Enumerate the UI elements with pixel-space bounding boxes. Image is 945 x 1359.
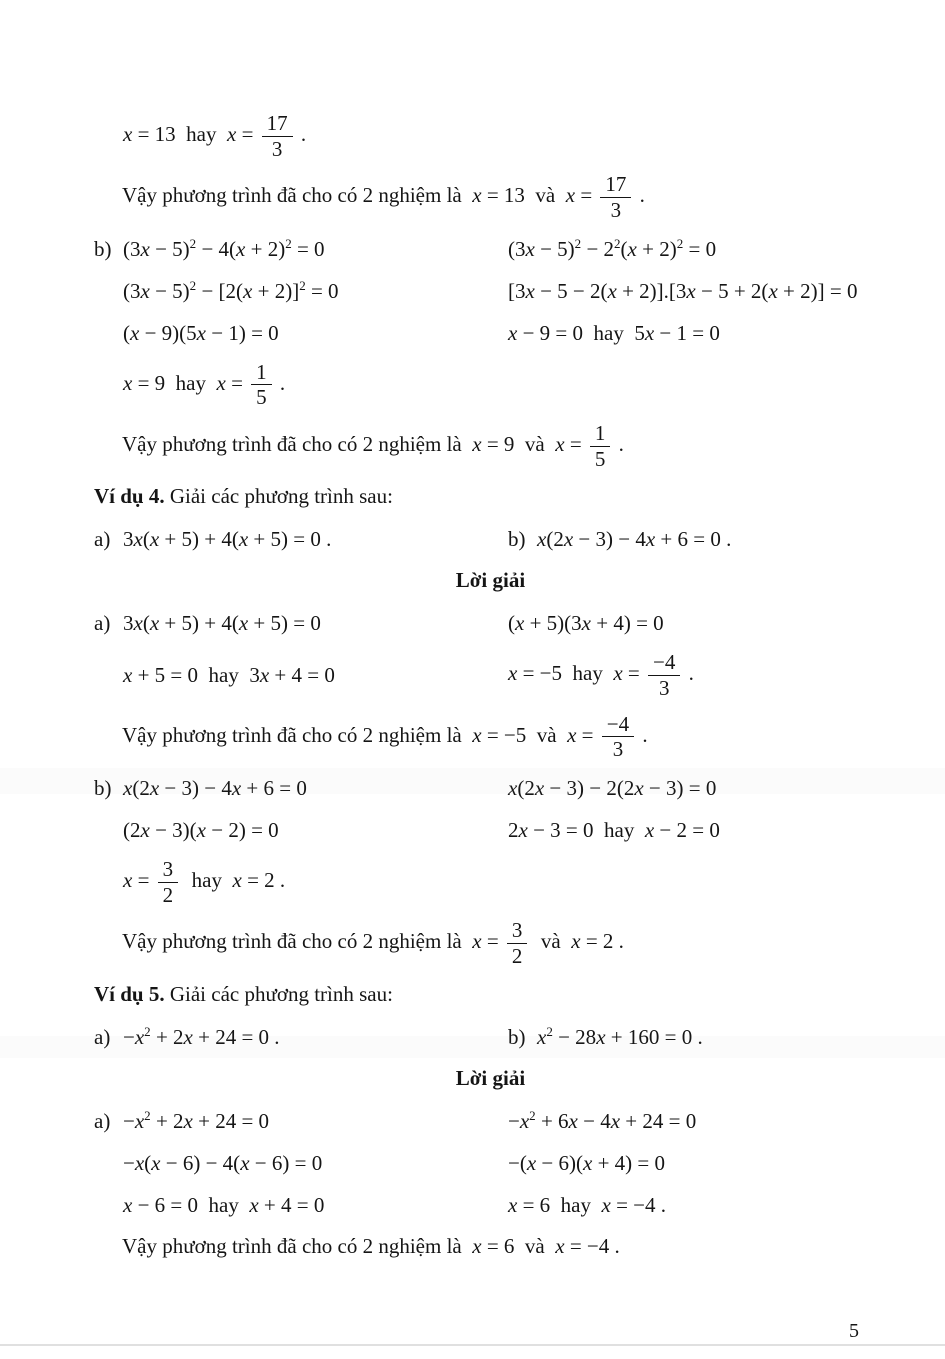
math-variable: x xyxy=(259,663,270,688)
example-heading-rest: Giải các phương trình sau: xyxy=(164,484,393,509)
math-variable: x xyxy=(149,527,160,552)
math-variable: x xyxy=(133,527,143,552)
solution-heading: Lời giải xyxy=(455,568,526,593)
math-variable: x xyxy=(518,818,528,843)
math-variable: x xyxy=(508,776,518,801)
row-two xyxy=(94,816,887,845)
fraction xyxy=(262,112,293,160)
math-expression-right: x − 9 = 0 hay 5x − 1 = 0 xyxy=(508,320,720,345)
math-variable: x xyxy=(627,236,637,261)
math-variable: x xyxy=(183,1108,193,1133)
math-variable: x xyxy=(610,1108,621,1133)
math-variable: x xyxy=(571,929,581,954)
math-variable: x xyxy=(123,776,133,801)
math-variable: x xyxy=(686,278,696,303)
math-variable: x xyxy=(149,776,160,801)
math-variable: x xyxy=(123,868,133,893)
math-variable: x xyxy=(644,818,655,843)
fraction xyxy=(251,361,272,409)
conclusion-text: Vậy phương trình đã cho có 2 nghiệm là x = 6 và x = −4 . xyxy=(122,1233,620,1258)
fraction-denominator: 2 xyxy=(158,882,179,907)
row-heading xyxy=(94,981,887,1010)
math-variable: x xyxy=(472,432,482,457)
row-two xyxy=(94,277,887,306)
superscript: 2 xyxy=(574,235,582,251)
math-variable: x xyxy=(149,611,160,636)
conclusion-text: Vậy phương trình đã cho có 2 nghiệm là x = 9 và x = $\frac{1}{5}$ . xyxy=(122,421,624,471)
fraction-denominator: 3 xyxy=(262,136,293,161)
math-expression-right: [3x − 5 − 2(x + 2)].[3x − 5 + 2(x + 2)] = 0 xyxy=(508,278,858,303)
math-variable: x xyxy=(123,663,133,688)
math-expression-a: 3x(x + 5) + 4(x + 5) = 0 . xyxy=(123,527,332,552)
fraction-denominator: 3 xyxy=(602,736,634,761)
math-variable: x xyxy=(243,278,253,303)
row-para xyxy=(94,713,887,761)
math-variable: x xyxy=(216,370,226,395)
math-expression-left: $(3x - 5)^2 - 4(x + 2)^2 = 0$ xyxy=(123,235,325,261)
math-variable: x xyxy=(583,1150,593,1175)
math-variable: x xyxy=(238,611,249,636)
math-variable: x xyxy=(555,432,565,457)
math-variable: x xyxy=(537,527,547,552)
fraction-numerator: 1 xyxy=(594,421,606,446)
math-variable: x xyxy=(525,236,535,261)
math-variable: x xyxy=(568,1108,578,1133)
math-variable: x xyxy=(645,527,656,552)
superscript: 2 xyxy=(189,277,197,293)
row-items xyxy=(94,525,887,554)
superscript: 2 xyxy=(189,235,197,251)
math-expression-right: (x + 5)(3x + 4) = 0 xyxy=(508,611,664,636)
math-variable: x xyxy=(183,1024,193,1049)
math-variable: x xyxy=(525,278,535,303)
math-expression-left: 3x(x + 5) + 4(x + 5) = 0 xyxy=(123,611,321,636)
math-expression-right: −(x − 6)(x + 4) = 0 xyxy=(508,1150,666,1175)
math-variable: x xyxy=(644,320,655,345)
item-label: a) xyxy=(94,1108,111,1133)
fraction-numerator: 1 xyxy=(256,359,267,384)
superscript: 2 xyxy=(529,1107,536,1123)
math-variable: x xyxy=(140,818,150,843)
math-variable: x xyxy=(508,320,518,345)
math-variable: x xyxy=(472,929,482,954)
page-number: 5 xyxy=(849,1320,859,1342)
math-expression-left: x − 6 = 0 hay x + 4 = 0 xyxy=(123,1192,325,1217)
math-variable: x xyxy=(601,1192,611,1217)
math-expression: x = 13 hay x = $\frac{17}{3}$ . xyxy=(123,111,307,161)
math-expression-right: x(2x − 3) − 2(2x − 3) = 0 xyxy=(508,776,717,801)
row-para xyxy=(94,919,887,967)
fraction-numerator: 3 xyxy=(511,918,523,943)
conclusion-text: Vậy phương trình đã cho có 2 nghiệm là x = $\frac{3}{2}$ và x = 2 . xyxy=(122,918,624,969)
row-center xyxy=(94,567,887,596)
math-variable: x xyxy=(555,1233,565,1258)
row-para xyxy=(94,422,887,470)
math-variable: x xyxy=(196,818,206,843)
math-variable: x xyxy=(232,868,242,893)
row-heading xyxy=(94,483,887,512)
fraction-denominator: 3 xyxy=(648,675,680,700)
row-single xyxy=(94,112,887,160)
math-variable: x xyxy=(508,1192,518,1217)
math-expression-b: $x^2 - 28x + 160 = 0$ . xyxy=(537,1023,703,1049)
item-label: b) xyxy=(94,236,112,261)
math-variable: x xyxy=(133,611,143,636)
math-expression-right: x = −5 hay x = $\frac{-4}{3}$ . xyxy=(508,650,694,701)
math-variable: x xyxy=(567,722,577,747)
math-expression-right: $(3x - 5)^2 - 2^2(x + 2)^2 = 0$ xyxy=(508,235,717,261)
example-heading-rest: Giải các phương trình sau: xyxy=(164,981,393,1006)
example-heading: Ví dụ 4. xyxy=(94,484,165,509)
math-variable: x xyxy=(563,527,574,552)
fraction xyxy=(507,919,528,967)
solution-heading: Lời giải xyxy=(455,1065,526,1090)
math-variable: x xyxy=(140,278,150,303)
math-expression-a: $-x^2 + 2x + 24 = 0$ . xyxy=(123,1023,280,1049)
math-expression-left: (2x − 3)(x − 2) = 0 xyxy=(123,818,279,843)
row-center xyxy=(94,1065,887,1094)
math-expression-left: (x − 9)(5x − 1) = 0 xyxy=(123,320,279,345)
row-two xyxy=(94,774,887,803)
superscript: 2 xyxy=(676,235,684,251)
math-variable: x xyxy=(472,1233,482,1258)
math-variable: x xyxy=(537,1024,547,1049)
math-variable: x xyxy=(123,1192,133,1217)
math-variable: x xyxy=(249,1192,259,1217)
example-heading: Ví dụ 5. xyxy=(94,981,165,1006)
row-two xyxy=(94,319,887,348)
superscript: 2 xyxy=(546,1023,553,1039)
row-two xyxy=(94,651,887,699)
math-variable: x xyxy=(596,1024,606,1049)
fraction-numerator: 17 xyxy=(266,111,288,135)
math-variable: x xyxy=(123,121,133,146)
math-variable: x xyxy=(768,278,778,303)
math-variable: x xyxy=(472,183,482,208)
fraction-numerator: −4 xyxy=(606,711,630,736)
row-two xyxy=(94,1191,887,1220)
math-variable: x xyxy=(123,370,133,395)
fraction-denominator: 2 xyxy=(507,943,528,968)
fraction xyxy=(590,422,611,470)
row-two xyxy=(94,609,887,638)
math-variable: x xyxy=(508,661,518,686)
superscript: 2 xyxy=(614,235,621,251)
math-expression-left: $-x^2 + 2x + 24 = 0$ xyxy=(123,1107,270,1133)
math-variable: x xyxy=(634,776,644,801)
math-expression-left: $(3x - 5)^2 - [2(x + 2)]^2 = 0$ xyxy=(123,277,339,303)
math-variable: x xyxy=(196,320,206,345)
item-label-a: a) xyxy=(94,527,111,552)
row-items xyxy=(94,1023,887,1052)
math-variable: x xyxy=(227,121,237,146)
math-expression-right: $-x^2 + 6x - 4x + 24 = 0$ xyxy=(508,1107,697,1133)
item-label-b: b) xyxy=(508,1024,526,1049)
conclusion-text: Vậy phương trình đã cho có 2 nghiệm là x = −5 và x = $\frac{-4}{3}$ . xyxy=(122,711,648,762)
math-expression: x = $\frac{3}{2}$ hay x = 2 . xyxy=(123,857,286,907)
conclusion-text: Vậy phương trình đã cho có 2 nghiệm là x = 13 và x = $\frac{17}{3}$ . xyxy=(122,172,645,223)
math-variable: x xyxy=(236,236,246,261)
fraction-denominator: 3 xyxy=(600,197,631,222)
math-variable: x xyxy=(472,722,482,747)
fraction-denominator: 5 xyxy=(251,384,272,409)
math-expression-left: x + 5 = 0 hay 3x + 4 = 0 xyxy=(123,663,335,688)
superscript: 2 xyxy=(144,1107,151,1123)
fraction xyxy=(648,651,680,699)
item-label-a: a) xyxy=(94,1024,111,1049)
math-variable: x xyxy=(565,183,576,208)
row-para xyxy=(94,1233,887,1262)
math-variable: x xyxy=(613,661,623,686)
math-variable: x xyxy=(526,1150,537,1175)
row-two xyxy=(94,1107,887,1136)
math-variable: x xyxy=(519,1108,530,1133)
fraction-denominator: 5 xyxy=(590,446,611,471)
math-expression-left: x(2x − 3) − 4x + 6 = 0 xyxy=(123,776,307,801)
math-variable: x xyxy=(238,527,249,552)
fraction-numerator: 3 xyxy=(162,857,174,882)
item-label: a) xyxy=(94,611,111,636)
math-variable: x xyxy=(581,611,591,636)
math-variable: x xyxy=(151,1150,161,1175)
math-variable: x xyxy=(607,278,617,303)
math-variable: x xyxy=(231,776,242,801)
fraction xyxy=(602,713,634,761)
item-label: b) xyxy=(94,776,112,801)
superscript: 2 xyxy=(299,277,306,293)
math-expression-right: x = 6 hay x = −4 . xyxy=(508,1192,667,1217)
math-variable: x xyxy=(534,776,545,801)
math-variable: x xyxy=(134,1024,145,1049)
math-variable: x xyxy=(134,1108,145,1133)
item-label-b: b) xyxy=(508,527,526,552)
scan-artifact-line xyxy=(0,1344,945,1346)
row-single xyxy=(94,858,887,906)
math-variable: x xyxy=(134,1150,145,1175)
math-expression-b: x(2x − 3) − 4x + 6 = 0 . xyxy=(537,527,732,552)
math-variable: x xyxy=(515,611,525,636)
fraction xyxy=(600,173,631,221)
fraction-numerator: 17 xyxy=(605,172,627,197)
fraction xyxy=(158,858,179,906)
row-single xyxy=(94,361,887,409)
row-two xyxy=(94,235,887,264)
math-expression: x = 9 hay x = $\frac{1}{5}$ . xyxy=(123,359,286,410)
superscript: 2 xyxy=(285,235,292,251)
superscript: 2 xyxy=(144,1023,151,1039)
math-expression-right: 2x − 3 = 0 hay x − 2 = 0 xyxy=(508,818,720,843)
row-para xyxy=(94,173,887,221)
math-variable: x xyxy=(240,1150,250,1175)
math-expression-left: −x(x − 6) − 4(x − 6) = 0 xyxy=(123,1150,323,1175)
fraction-numerator: −4 xyxy=(653,650,676,675)
math-variable: x xyxy=(140,236,150,261)
math-variable: x xyxy=(130,320,140,345)
row-two xyxy=(94,1149,887,1178)
